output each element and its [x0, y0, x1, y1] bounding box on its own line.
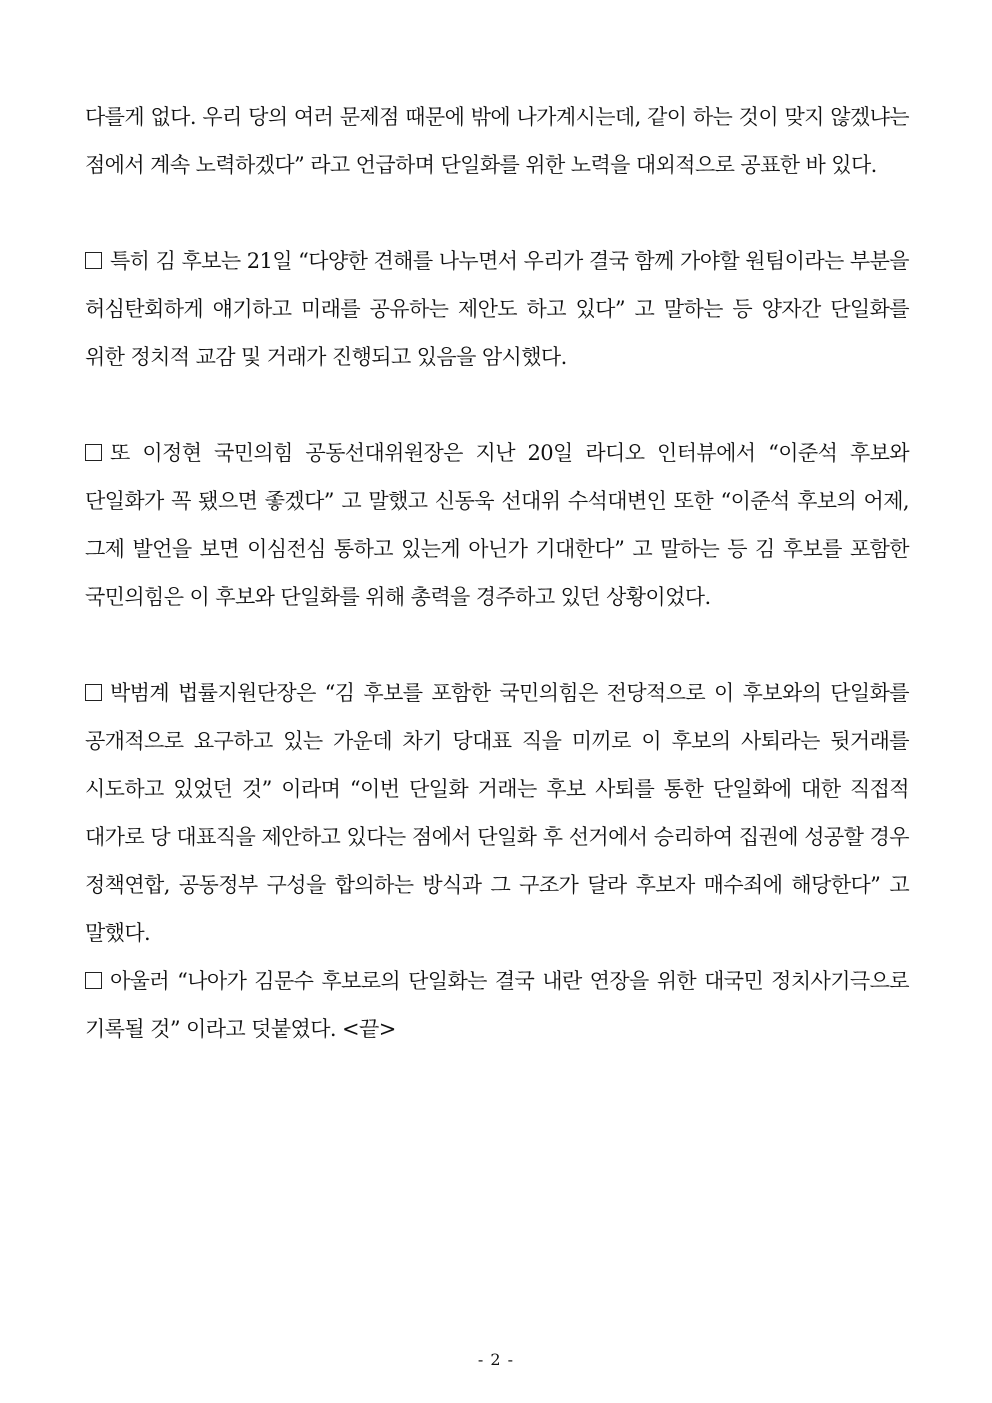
paragraph-4 — [85, 669, 909, 957]
paragraph-2-text: 특히 김 후보는 21일 “다양한 견해를 나누면서 우리가 결국 함께 가야할 원팀이라는 부분을 허심탄회하게 얘기하고 미래를 공유하는 제안도 하고 있다” 고 말하는 등 양자간 단일화를 위한 정치적 교감 및 거래가 진행되고 있음을 암시했다. — [85, 249, 909, 369]
paragraph-4-text: 박범계 법률지원단장은 “김 후보를 포함한 국민의힘은 전당적으로 이 후보와의 단일화를 공개적으로 요구하고 있는 가운데 차기 당대표 직을 미끼로 이 후보의 사퇴라는 뒷거래를 시도하고 있었던 것” 이라며 “이번 단일화 거래는 후보 사퇴를 통한 단일화에 대한 직접적 대가로 당 대표직을 제안하고 있다는 점에서 단일화 후 선거에서 승리하여 집권에 성공할 경우 정책연합, 공동정부 구성을 합의하는 방식과 그 구조가 달라 후보자 매수죄에 해당한다” 고 말했다. — [85, 681, 909, 945]
paragraph-5-text: 아울러 “나아가 김문수 후보로의 단일화는 결국 내란 연장을 위한 대국민 정치사기극으로 기록될 것” 이라고 덧붙였다. <끝> — [85, 969, 909, 1041]
paragraph-2 — [85, 237, 909, 381]
checkbox-marker-icon — [85, 252, 102, 269]
paragraph-1-text: 다를게 없다. 우리 당의 여러 문제점 때문에 밖에 나가계시는데, 같이 하는 것이 맞지 않겠냐는 점에서 계속 노력하겠다” 라고 언급하며 단일화를 위한 노력을 대외적으로 공표한 바 있다. — [85, 105, 909, 177]
checkbox-marker-icon — [85, 972, 102, 989]
paragraph-5 — [85, 957, 909, 1053]
paragraph-1 — [85, 93, 909, 189]
checkbox-marker-icon — [85, 444, 102, 461]
page-number: - 2 - — [477, 1350, 515, 1369]
paragraph-3-text: 또 이정현 국민의힘 공동선대위원장은 지난 20일 라디오 인터뷰에서 “이준석 후보와 단일화가 꼭 됐으면 좋겠다” 고 말했고 신동욱 선대위 수석대변인 또한 “이준석 후보의 어제, 그제 발언을 보면 이심전심 통하고 있는게 아닌가 기대한다” 고 말하는 등 김 후보를 포함한 국민의힘은 이 후보와 단일화를 위해 총력을 경주하고 있던 상황이었다. — [85, 441, 909, 609]
paragraph-3 — [85, 429, 909, 621]
checkbox-marker-icon — [85, 684, 102, 701]
